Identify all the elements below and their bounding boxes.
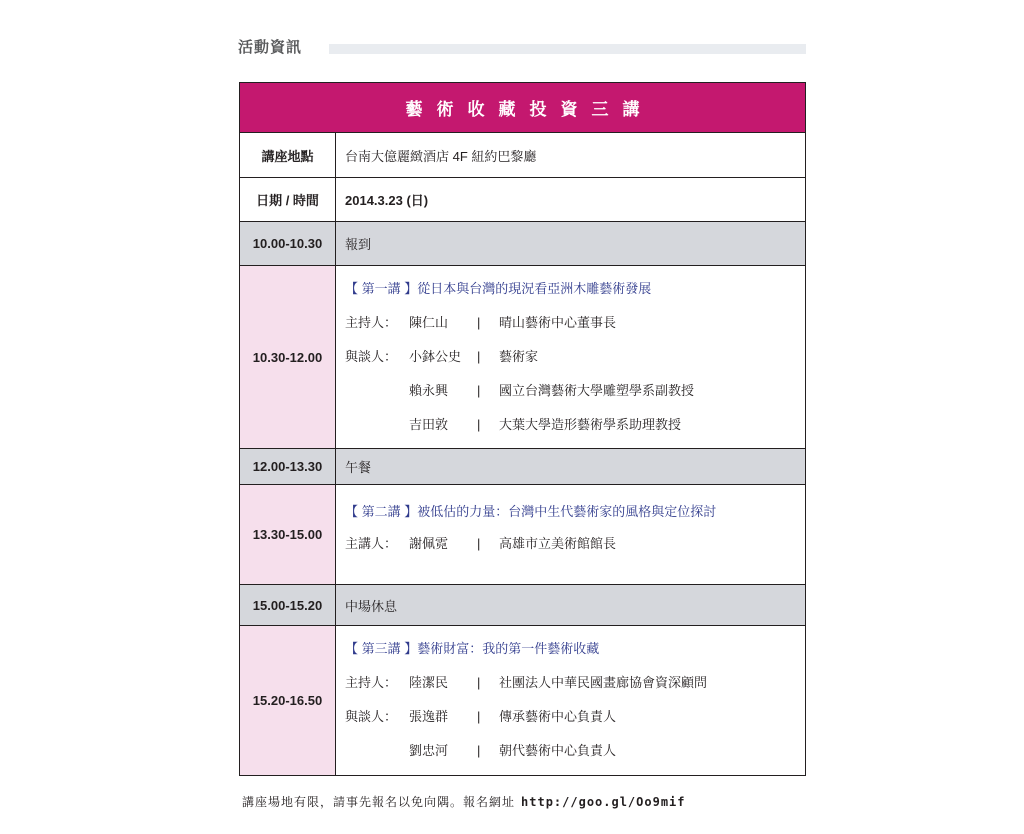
person-role: 與談人： <box>345 349 398 364</box>
session-topic: 【 第二講 】被低估的力量：台灣中生代藝術家的風格與定位探討 <box>345 504 717 519</box>
time-cell: 12.00-13.30 <box>240 449 336 484</box>
person-role: 主持人： <box>345 315 398 330</box>
separator: | <box>477 536 481 551</box>
separator: | <box>477 675 481 690</box>
venue-value: 台南大億麗緻酒店 4F 紐約巴黎廳 <box>345 148 537 164</box>
separator: | <box>477 417 481 432</box>
person-line <box>345 416 805 450</box>
session-topic: 【 第三講 】藝術財富：我的第一件藝術收藏 <box>345 641 600 656</box>
separator: | <box>477 709 481 724</box>
person-title: 晴山藝術中心董事長 <box>499 315 617 330</box>
person-name: 陸潔民 <box>409 675 449 690</box>
session-detail <box>336 266 805 448</box>
person-line <box>345 674 805 708</box>
table-row <box>240 625 805 775</box>
person-role: 主講人： <box>345 536 398 551</box>
table-title: 藝術收藏投資三講 <box>240 83 805 132</box>
person-name: 吉田敦 <box>409 417 449 432</box>
time-cell: 15.20-16.50 <box>240 626 336 775</box>
schedule-text: 午餐 <box>345 460 372 475</box>
separator: | <box>477 743 481 758</box>
session-detail <box>336 626 805 775</box>
session-detail <box>336 485 805 584</box>
table-row <box>240 484 805 584</box>
table-row <box>240 221 805 265</box>
registration-link[interactable]: http://goo.gl/Oo9mif <box>521 795 686 809</box>
person-title: 國立台灣藝術大學雕塑學系副教授 <box>499 383 695 398</box>
person-line <box>345 535 805 569</box>
person-line <box>345 382 805 416</box>
time-cell: 10.00-10.30 <box>240 222 336 265</box>
separator: | <box>477 349 481 364</box>
person-role: 主持人： <box>345 675 398 690</box>
schedule-text: 中場休息 <box>345 598 398 614</box>
person-name: 張逸群 <box>409 709 449 724</box>
date-row <box>240 177 805 221</box>
time-cell: 10.30-12.00 <box>240 266 336 448</box>
person-line <box>345 348 805 382</box>
person-line <box>345 708 805 742</box>
table-row <box>240 265 805 448</box>
separator: | <box>477 315 481 330</box>
section-title: 活動資訊 <box>238 38 303 56</box>
footer-text: 講座場地有限，請事先報名以免向隅。報名網址 <box>242 795 516 809</box>
person-title: 高雄市立美術館館長 <box>499 536 617 551</box>
date-label: 日期 / 時間 <box>240 178 336 221</box>
schedule-table <box>239 82 806 776</box>
schedule-text: 報到 <box>345 237 372 252</box>
separator: | <box>477 383 481 398</box>
person-name: 賴永興 <box>409 383 449 398</box>
section-title-bar <box>329 44 806 54</box>
person-name: 陳仁山 <box>409 315 449 330</box>
person-title: 傳承藝術中心負責人 <box>499 709 617 724</box>
session-topic: 【 第一講 】從日本與台灣的現況看亞洲木雕藝術發展 <box>345 281 652 296</box>
person-title: 朝代藝術中心負責人 <box>499 743 617 758</box>
person-line <box>345 314 805 348</box>
time-cell: 15.00-15.20 <box>240 585 336 625</box>
table-row <box>240 584 805 625</box>
person-name: 謝佩霓 <box>409 536 449 551</box>
table-row <box>240 448 805 484</box>
time-cell: 13.30-15.00 <box>240 485 336 584</box>
person-role: 與談人： <box>345 709 398 724</box>
person-title: 社團法人中華民國畫廊協會資深顧問 <box>499 675 708 690</box>
date-value: 2014.3.23 (日) <box>345 193 429 208</box>
venue-row <box>240 132 805 177</box>
venue-label: 講座地點 <box>240 133 336 177</box>
person-name: 劉忠河 <box>409 743 449 758</box>
footer-note <box>242 793 686 810</box>
person-title: 大葉大學造形藝術學系助理教授 <box>499 417 682 432</box>
person-title: 藝術家 <box>499 349 539 364</box>
person-line <box>345 742 805 776</box>
person-name: 小鉢公史 <box>409 349 462 364</box>
